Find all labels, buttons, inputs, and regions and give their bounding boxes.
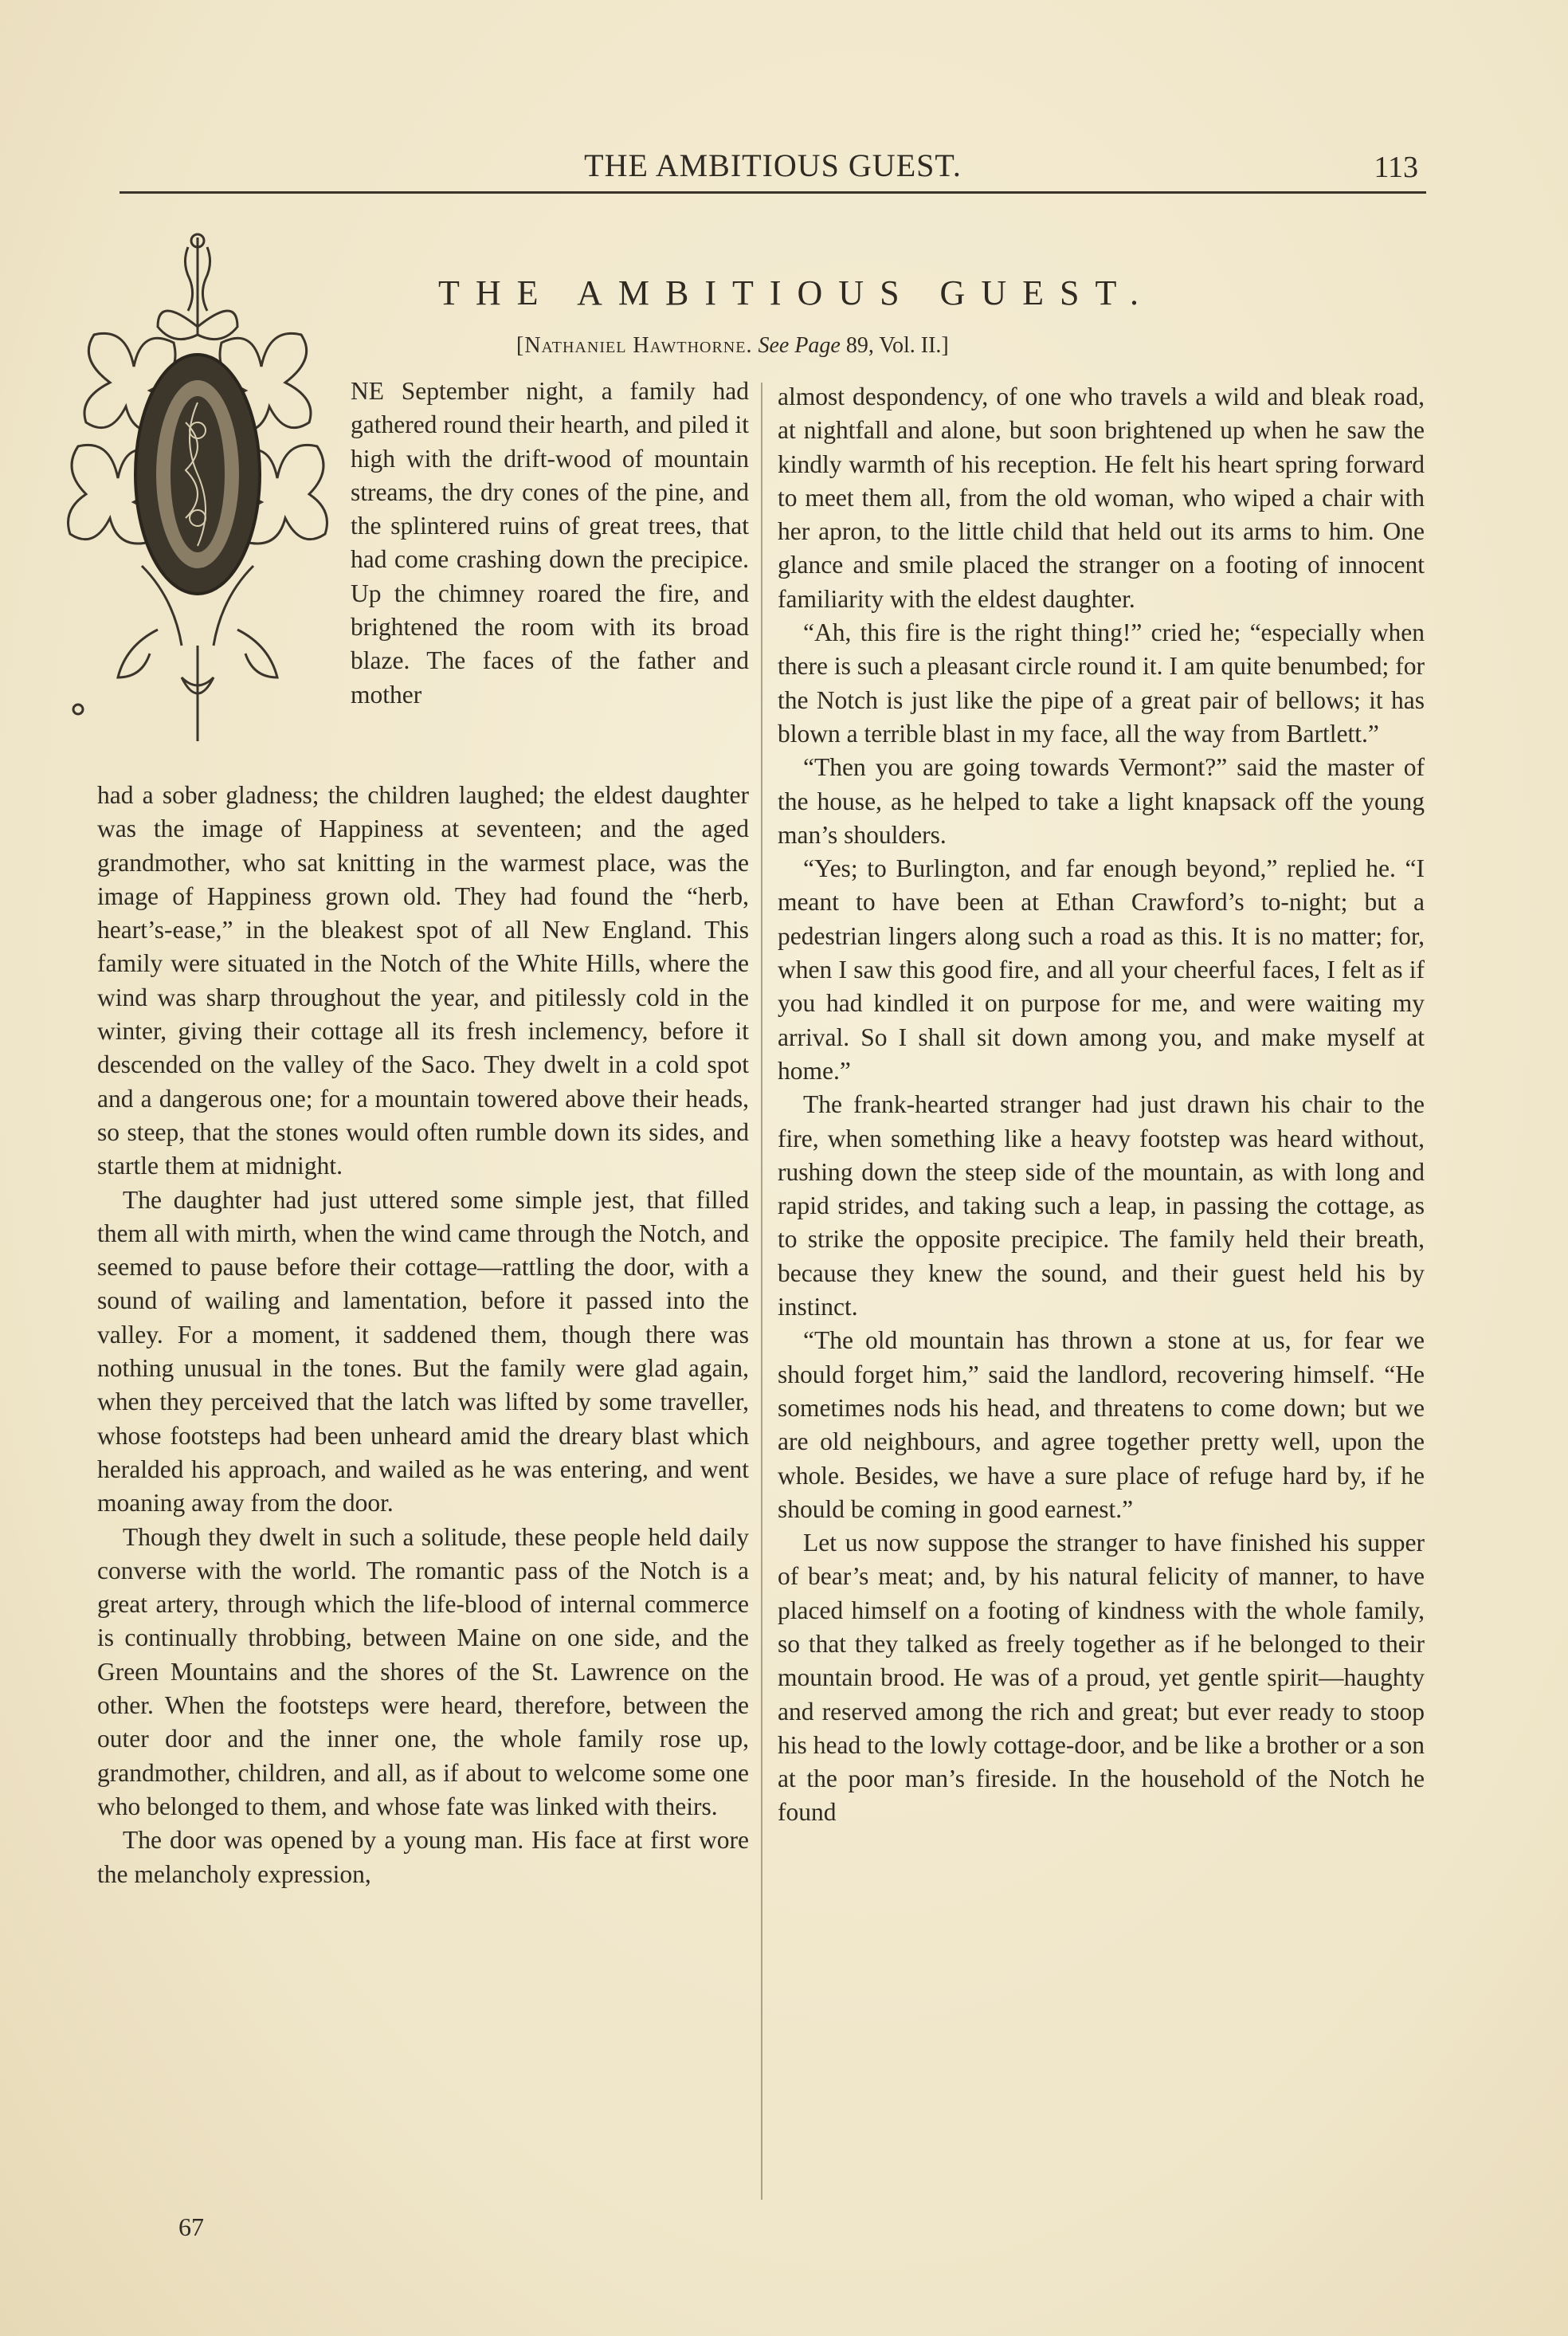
see-page-label: See Page bbox=[758, 333, 841, 358]
page-reference: 89, Vol. II.] bbox=[845, 333, 949, 358]
paragraph: had a sober gladness; the children laughed; the eldest daughter was the image of Happiness at seventeen; and the aged grandmother, who sat knitting in the warmest place, was the image of Happiness grown old. They had found the “herb, heart’s-ease,” in the bleakest spot of all New England. This family were situated in the Notch of the White Hills, where the wind was sharp throughout the year, and pitilessly cold in the winter, giving their cottage all its fresh inclemency, before it descended on the valley of the Saco. They dwelt in a cold spot and a dangerous one; for a mountain towered above their heads, so steep, that the stones would often rumble down its sides, and startle them at midnight. bbox=[97, 781, 749, 1180]
paragraph: “Yes; to Burlington, and far enough beyond,” replied he. “I meant to have been at Ethan Crawford’s to-night; but a pedestrian lingers along such a road as this. It is no matter; for, when I saw this good fire, and all your cheerful faces, I felt as if you had kindled it on purpose for me, and were waiting my arrival. So I shall sit down among you, and make myself at home.” bbox=[778, 854, 1425, 1085]
page-number: 113 bbox=[1374, 151, 1418, 184]
folio-number: 67 bbox=[178, 2212, 204, 2241]
paragraph: Let us now suppose the stranger to have finished his supper of bear’s meat; and, by his natural felicity of manner, to have placed himself on a footing of kindness with the whole family, so that they talked as freely together as if he belonged to their mountain brood. He was of a proud, yet gentle spirit—haughty and reserved among the rich and great; but ever ready to stoop his head to the lowly cottage-door, and be like a brother or a son at the poor man’s fireside. In the household of the Notch he found bbox=[778, 1529, 1425, 1827]
paragraph: The daughter had just uttered some simple jest, that filled them all with mirth, when the wind came through the Notch, and seemed to pause before their cottage—rattling the door, with a sound of wailing and lamentation, before it passed into the valley. For a moment, it saddened them, though there was nothing unusual in the tones. But the family were glad again, when they perceived that the latch was lifted by some traveller, whose footsteps had been unheard amid the dreary blast which heralded his approach, and wailed as he was entering, and went moaning away from the door. bbox=[97, 1185, 749, 1517]
paragraph: “The old mountain has thrown a stone at us, for fear we should forget him,” said the landlord, recovering himself. “He sometimes nods his head, and threatens to come down; but we are old neighbours, and agree together pretty well, upon the whole. Besides, we have a sure place of refuge hard by, if he should be coming in good earnest.” bbox=[778, 1326, 1425, 1523]
attribution bbox=[516, 333, 1170, 359]
column-right bbox=[778, 380, 1425, 1830]
ornamental-initial-o bbox=[62, 231, 333, 749]
column-left bbox=[97, 779, 749, 1891]
running-title: THE AMBITIOUS GUEST. bbox=[584, 147, 962, 183]
paragraph: “Ah, this fire is the right thing!” cried he; “especially when there is such a pleasant circle round it. I am quite benumbed; for the Notch is just like the pipe of a great pair of bellows; it has blown a terrible blast in my face, all the way from Bartlett.” bbox=[778, 618, 1425, 748]
column-divider bbox=[761, 383, 762, 2200]
story-title: THE AMBITIOUS GUEST. bbox=[438, 273, 1155, 312]
paragraph: almost despondency, of one who travels a wild and bleak road, at nightfall and alone, but soon brightened up when he saw the kindly warmth of his reception. He felt his heart spring forward to meet them all, from the old woman, who wiped a chair with her apron, to the little child that held out its arms to him. One glance and smile placed the stranger on a footing of innocent familiarity with the eldest daughter. bbox=[778, 383, 1425, 613]
paragraph: Though they dwelt in such a solitude, these people held daily converse with the world. The romantic pass of the Notch is a great artery, through which the life-blood of internal commerce is continually throbbing, between Maine on one side, and the Green Mountains and the shores of the St. Lawrence on the other. When the footsteps were heard, therefore, between the outer door and the inner one, the whole family rose up, grandmother, children, and all, as if about to welcome some one who belonged to them, and whose fate was linked with theirs. bbox=[97, 1522, 749, 1820]
opening-paragraph-start: NE September night, a family had gathered round their hearth, and piled it high with the drift-wood of mountain streams, the dry cones of the pine, and the splintered ruins of great trees, that had come crashing down the precipice. Up the chimney roared the fire, and brightened the room with its broad blaze. The faces of the father and mother bbox=[351, 377, 749, 709]
column-left-top bbox=[351, 375, 749, 712]
paragraph: “Then you are going towards Vermont?” said the master of the house, as he helped to take a light knapsack off the young man’s shoulders. bbox=[778, 753, 1425, 849]
paragraph: The door was opened by a young man. His face at first wore the melancholy expression, bbox=[97, 1826, 749, 1888]
running-header bbox=[120, 143, 1426, 194]
author-name: [Nathaniel Hawthorne. bbox=[516, 333, 753, 358]
paragraph: The frank-hearted stranger had just drawn his chair to the fire, when something like a heavy footstep was heard without, rushing down the steep side of the mountain, as with long and rapid strides, and taking such a leap, in passing the cottage, as to strike the opposite precipice. The family held their breath, because they knew the sound, and their guest held his by instinct. bbox=[778, 1090, 1425, 1321]
